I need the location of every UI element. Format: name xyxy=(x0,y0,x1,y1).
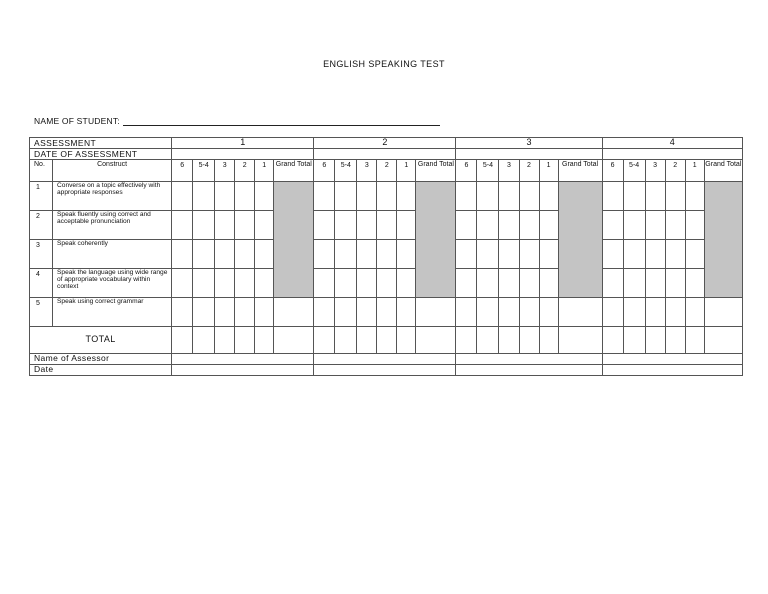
score-cell[interactable] xyxy=(255,298,274,327)
total-cell[interactable] xyxy=(558,327,602,354)
score-cell[interactable] xyxy=(623,211,645,240)
total-cell[interactable] xyxy=(215,327,235,354)
grand-total-cell[interactable] xyxy=(416,298,456,327)
criterion-text: Speak fluently using correct and acceptable pronunciation xyxy=(53,211,172,240)
grand-total-cell[interactable] xyxy=(274,298,314,327)
criterion-text: Speak the language using wide range of appropriate vocabulary within context xyxy=(53,269,172,298)
score-cell[interactable] xyxy=(519,298,539,327)
score-cell[interactable] xyxy=(215,240,235,269)
score-column-header: 2 xyxy=(235,160,255,182)
date-label: Date xyxy=(30,365,172,376)
score-cell[interactable] xyxy=(602,182,623,211)
score-cell[interactable] xyxy=(314,182,335,211)
criterion-row xyxy=(30,182,743,211)
score-cell[interactable] xyxy=(335,298,357,327)
score-cell[interactable] xyxy=(235,211,255,240)
total-cell[interactable] xyxy=(539,327,558,354)
date-cell[interactable] xyxy=(456,365,602,376)
score-cell[interactable] xyxy=(215,269,235,298)
criterion-row xyxy=(30,211,743,240)
score-cell[interactable] xyxy=(397,298,416,327)
score-cell[interactable] xyxy=(335,269,357,298)
total-cell[interactable] xyxy=(704,327,742,354)
score-cell[interactable] xyxy=(519,182,539,211)
score-column-header: 5-4 xyxy=(477,160,499,182)
column-header-no: No. xyxy=(30,160,53,182)
score-cell[interactable] xyxy=(235,269,255,298)
score-cell[interactable] xyxy=(215,182,235,211)
date-of-assessment-row xyxy=(30,149,743,160)
score-cell[interactable] xyxy=(477,240,499,269)
student-name-line xyxy=(34,116,440,126)
score-cell[interactable] xyxy=(193,298,215,327)
score-cell[interactable] xyxy=(665,240,685,269)
grand-total-header: Grand Total xyxy=(704,160,742,182)
score-cell[interactable] xyxy=(193,211,215,240)
grand-total-header: Grand Total xyxy=(416,160,456,182)
score-cell[interactable] xyxy=(685,240,704,269)
date-cell[interactable] xyxy=(314,365,456,376)
total-cell[interactable] xyxy=(357,327,377,354)
assessor-row xyxy=(30,354,743,365)
score-cell[interactable] xyxy=(172,240,193,269)
score-column-header: 3 xyxy=(357,160,377,182)
criterion-text: Converse on a topic effectively with appropriate responses xyxy=(53,182,172,211)
score-cell[interactable] xyxy=(357,269,377,298)
score-cell[interactable] xyxy=(456,211,477,240)
score-column-header: 5-4 xyxy=(193,160,215,182)
score-cell[interactable] xyxy=(602,298,623,327)
score-cell[interactable] xyxy=(623,240,645,269)
assessment-header-row xyxy=(30,138,743,149)
assessment-table xyxy=(29,137,743,376)
score-column-header: 3 xyxy=(215,160,235,182)
date-row xyxy=(30,365,743,376)
criterion-row xyxy=(30,298,743,327)
score-cell[interactable] xyxy=(665,211,685,240)
score-cell[interactable] xyxy=(377,298,397,327)
score-cell[interactable] xyxy=(193,240,215,269)
score-header-row xyxy=(30,160,743,182)
score-cell[interactable] xyxy=(623,298,645,327)
score-cell[interactable] xyxy=(539,298,558,327)
score-column-header: 5-4 xyxy=(623,160,645,182)
score-cell[interactable] xyxy=(645,211,665,240)
score-column-header: 6 xyxy=(314,160,335,182)
score-cell[interactable] xyxy=(519,269,539,298)
assessment-group-header: 1 xyxy=(172,138,314,149)
score-cell[interactable] xyxy=(623,269,645,298)
score-cell[interactable] xyxy=(685,269,704,298)
score-column-header: 2 xyxy=(377,160,397,182)
score-cell[interactable] xyxy=(357,298,377,327)
score-cell[interactable] xyxy=(397,182,416,211)
assessment-group-header: 3 xyxy=(456,138,602,149)
score-column-header: 3 xyxy=(645,160,665,182)
score-cell[interactable] xyxy=(665,298,685,327)
score-cell[interactable] xyxy=(685,211,704,240)
score-cell[interactable] xyxy=(645,269,665,298)
score-cell[interactable] xyxy=(665,269,685,298)
score-cell[interactable] xyxy=(172,298,193,327)
score-cell[interactable] xyxy=(357,182,377,211)
total-cell[interactable] xyxy=(602,327,623,354)
assessment-label: ASSESSMENT xyxy=(30,138,172,149)
criterion-row xyxy=(30,240,743,269)
score-cell[interactable] xyxy=(255,269,274,298)
total-cell[interactable] xyxy=(519,327,539,354)
score-cell[interactable] xyxy=(499,182,519,211)
total-label: TOTAL xyxy=(30,327,172,354)
score-cell[interactable] xyxy=(255,182,274,211)
score-cell[interactable] xyxy=(602,240,623,269)
score-column-header: 5-4 xyxy=(335,160,357,182)
total-cell[interactable] xyxy=(416,327,456,354)
score-column-header: 1 xyxy=(539,160,558,182)
total-cell[interactable] xyxy=(397,327,416,354)
grand-total-cell[interactable] xyxy=(704,298,742,327)
date-of-assessment-cell[interactable] xyxy=(314,149,456,160)
grand-total-shaded-cell xyxy=(558,182,602,298)
score-cell[interactable] xyxy=(235,240,255,269)
total-cell[interactable] xyxy=(377,327,397,354)
score-cell[interactable] xyxy=(539,211,558,240)
criterion-row xyxy=(30,269,743,298)
column-header-construct: Construct xyxy=(53,160,172,182)
date-cell[interactable] xyxy=(602,365,742,376)
score-cell[interactable] xyxy=(456,269,477,298)
assessor-cell[interactable] xyxy=(314,354,456,365)
score-cell[interactable] xyxy=(235,298,255,327)
student-name-label: NAME OF STUDENT: xyxy=(34,116,120,126)
total-cell[interactable] xyxy=(314,327,335,354)
score-cell[interactable] xyxy=(377,240,397,269)
total-cell[interactable] xyxy=(645,327,665,354)
score-cell[interactable] xyxy=(456,182,477,211)
assessment-group-header: 2 xyxy=(314,138,456,149)
date-of-assessment-cell[interactable] xyxy=(602,149,742,160)
grand-total-shaded-cell xyxy=(416,182,456,298)
score-cell[interactable] xyxy=(377,182,397,211)
score-cell[interactable] xyxy=(499,269,519,298)
score-cell[interactable] xyxy=(645,298,665,327)
date-of-assessment-cell[interactable] xyxy=(456,149,602,160)
score-column-header: 2 xyxy=(665,160,685,182)
date-cell[interactable] xyxy=(172,365,314,376)
criterion-number: 2 xyxy=(30,211,53,240)
score-column-header: 6 xyxy=(456,160,477,182)
grand-total-header: Grand Total xyxy=(558,160,602,182)
score-cell[interactable] xyxy=(499,298,519,327)
score-cell[interactable] xyxy=(602,269,623,298)
criterion-text: Speak using correct grammar xyxy=(53,298,172,327)
score-cell[interactable] xyxy=(602,211,623,240)
score-cell[interactable] xyxy=(235,182,255,211)
score-cell[interactable] xyxy=(314,240,335,269)
score-cell[interactable] xyxy=(377,211,397,240)
total-cell[interactable] xyxy=(172,327,193,354)
criterion-number: 3 xyxy=(30,240,53,269)
criterion-number: 1 xyxy=(30,182,53,211)
criterion-number: 4 xyxy=(30,269,53,298)
score-cell[interactable] xyxy=(193,182,215,211)
score-cell[interactable] xyxy=(477,298,499,327)
assessor-label: Name of Assessor xyxy=(30,354,172,365)
score-cell[interactable] xyxy=(172,182,193,211)
score-column-header: 6 xyxy=(172,160,193,182)
score-cell[interactable] xyxy=(477,211,499,240)
score-column-header: 1 xyxy=(685,160,704,182)
assessment-group-header: 4 xyxy=(602,138,742,149)
score-cell[interactable] xyxy=(215,211,235,240)
total-cell[interactable] xyxy=(685,327,704,354)
grand-total-shaded-cell xyxy=(274,182,314,298)
score-cell[interactable] xyxy=(685,298,704,327)
date-of-assessment-cell[interactable] xyxy=(172,149,314,160)
total-cell[interactable] xyxy=(274,327,314,354)
score-cell[interactable] xyxy=(539,240,558,269)
score-cell[interactable] xyxy=(456,298,477,327)
score-cell[interactable] xyxy=(335,211,357,240)
score-cell[interactable] xyxy=(539,182,558,211)
score-cell[interactable] xyxy=(335,182,357,211)
score-cell[interactable] xyxy=(645,240,665,269)
score-cell[interactable] xyxy=(645,182,665,211)
score-cell[interactable] xyxy=(357,240,377,269)
date-of-assessment-label: DATE OF ASSESSMENT xyxy=(30,149,172,160)
score-cell[interactable] xyxy=(215,298,235,327)
score-cell[interactable] xyxy=(172,211,193,240)
score-cell[interactable] xyxy=(456,240,477,269)
grand-total-shaded-cell xyxy=(704,182,742,298)
total-cell[interactable] xyxy=(193,327,215,354)
score-cell[interactable] xyxy=(397,269,416,298)
score-cell[interactable] xyxy=(499,211,519,240)
score-cell[interactable] xyxy=(477,182,499,211)
score-cell[interactable] xyxy=(314,298,335,327)
criterion-number: 5 xyxy=(30,298,53,327)
total-cell[interactable] xyxy=(255,327,274,354)
score-cell[interactable] xyxy=(314,269,335,298)
total-cell[interactable] xyxy=(235,327,255,354)
score-cell[interactable] xyxy=(397,240,416,269)
student-name-field[interactable] xyxy=(123,117,440,126)
total-cell[interactable] xyxy=(499,327,519,354)
score-cell[interactable] xyxy=(519,211,539,240)
score-column-header: 1 xyxy=(255,160,274,182)
score-cell[interactable] xyxy=(499,240,519,269)
page-title: ENGLISH SPEAKING TEST xyxy=(323,59,445,69)
score-cell[interactable] xyxy=(314,211,335,240)
score-cell[interactable] xyxy=(623,182,645,211)
score-column-header: 2 xyxy=(519,160,539,182)
score-cell[interactable] xyxy=(665,182,685,211)
total-cell[interactable] xyxy=(335,327,357,354)
total-row xyxy=(30,327,743,354)
score-cell[interactable] xyxy=(685,182,704,211)
score-cell[interactable] xyxy=(539,269,558,298)
score-cell[interactable] xyxy=(397,211,416,240)
score-column-header: 1 xyxy=(397,160,416,182)
assessor-cell[interactable] xyxy=(602,354,742,365)
score-column-header: 6 xyxy=(602,160,623,182)
total-cell[interactable] xyxy=(456,327,477,354)
score-cell[interactable] xyxy=(519,240,539,269)
assessor-cell[interactable] xyxy=(172,354,314,365)
assessor-cell[interactable] xyxy=(456,354,602,365)
score-cell[interactable] xyxy=(255,211,274,240)
score-cell[interactable] xyxy=(477,269,499,298)
score-cell[interactable] xyxy=(377,269,397,298)
score-cell[interactable] xyxy=(335,240,357,269)
score-cell[interactable] xyxy=(193,269,215,298)
grand-total-cell[interactable] xyxy=(558,298,602,327)
grand-total-header: Grand Total xyxy=(274,160,314,182)
score-cell[interactable] xyxy=(255,240,274,269)
criterion-text: Speak coherently xyxy=(53,240,172,269)
score-cell[interactable] xyxy=(357,211,377,240)
total-cell[interactable] xyxy=(665,327,685,354)
score-cell[interactable] xyxy=(172,269,193,298)
total-cell[interactable] xyxy=(477,327,499,354)
total-cell[interactable] xyxy=(623,327,645,354)
score-column-header: 3 xyxy=(499,160,519,182)
